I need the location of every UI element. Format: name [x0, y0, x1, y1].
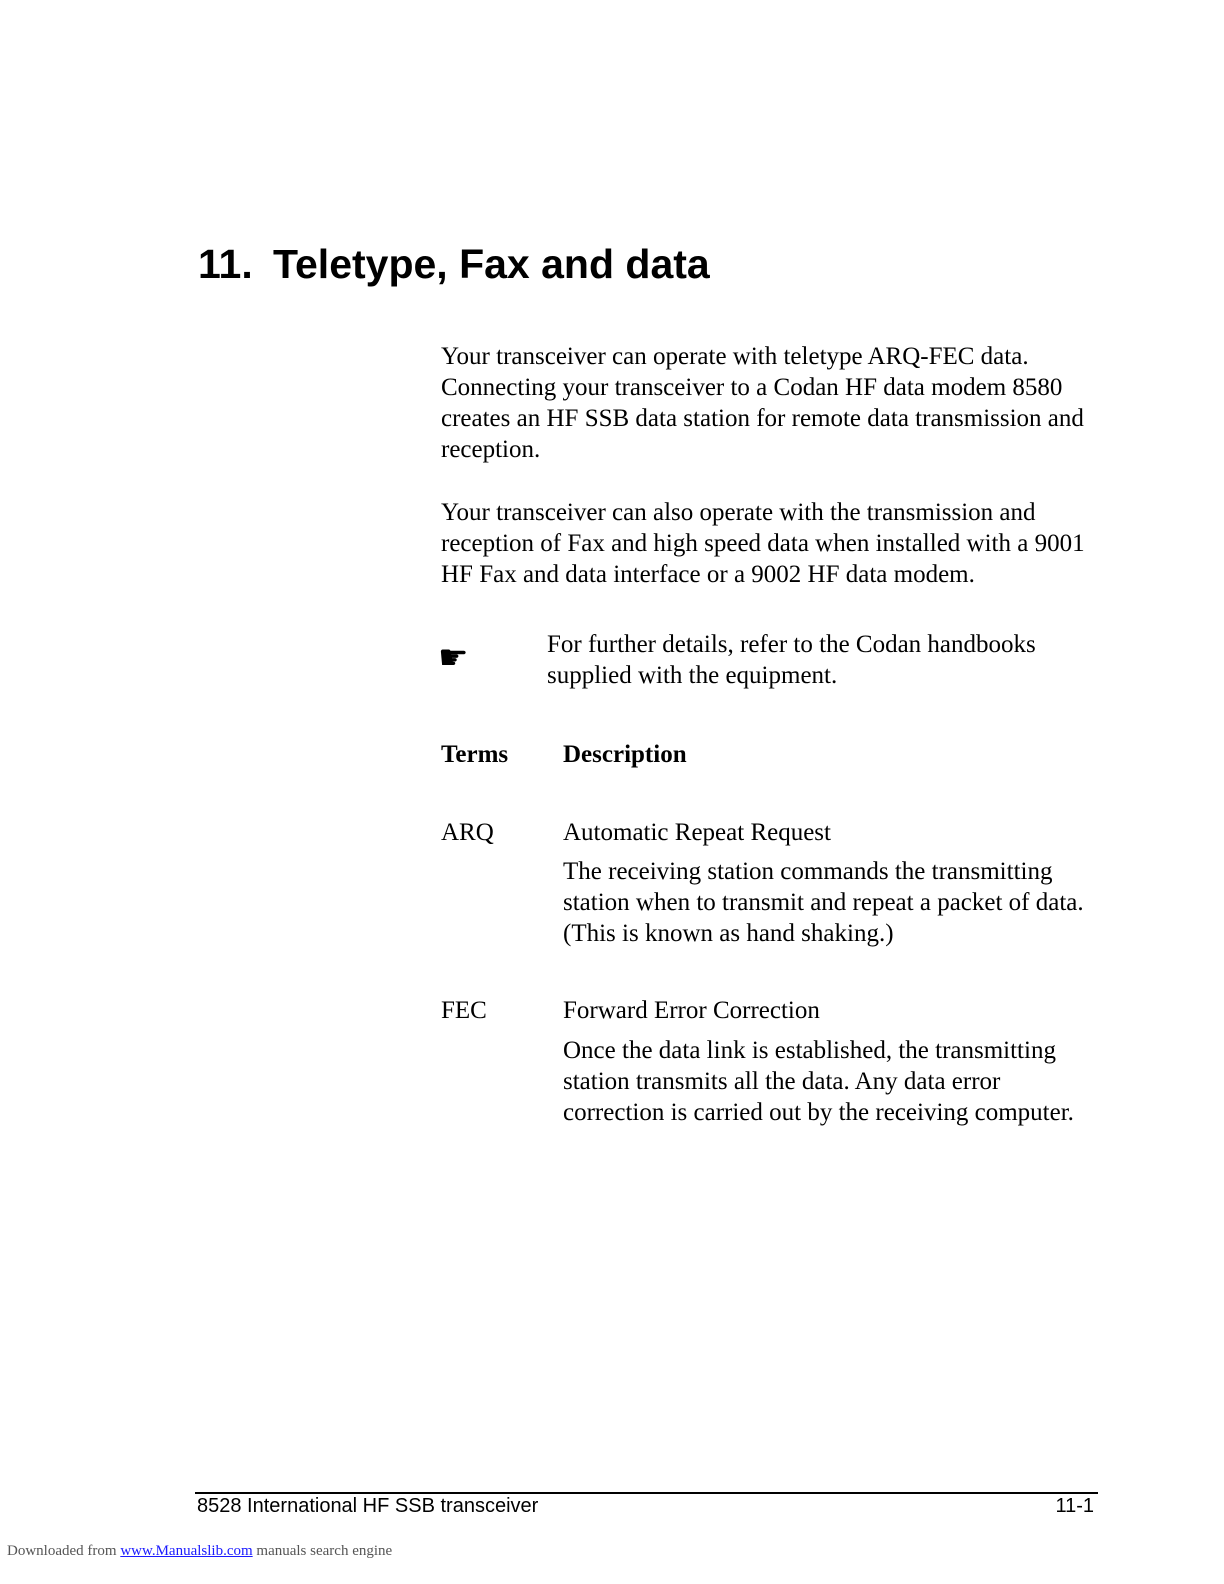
footer-page-number: 11-1: [1055, 1495, 1094, 1517]
fax-paragraph: Your transceiver can also operate with the transmission and reception of Fax and high speed data when installed with a 9001 HF Fax and data interface or a 9002 HF data modem.: [441, 499, 1085, 588]
chapter-title: [198, 236, 710, 292]
definition-text-arq: The receiving station commands the transmitting station when to transmit and repeat a packet of data. (This is known as hand shaking.): [563, 858, 1084, 947]
term-arq: ARQ: [441, 819, 494, 846]
pointing-hand-icon: ☛: [438, 638, 469, 678]
term-fec: FEC: [441, 997, 487, 1024]
definition-title-arq: Automatic Repeat Request: [563, 819, 831, 846]
definition-text-fec: Once the data link is established, the transmitting station transmits all the data. Any data error correction is carried out by the receiving computer.: [563, 1037, 1074, 1126]
chapter-number: 11.: [198, 241, 253, 287]
footer-manual-title: 8528 International HF SSB transceiver: [197, 1495, 539, 1517]
description-column-header: Description: [563, 741, 687, 768]
download-prefix: Downloaded from: [7, 1543, 121, 1559]
chapter-title-text: Teletype, Fax and data: [273, 241, 710, 287]
definition-title-fec: Forward Error Correction: [563, 997, 820, 1024]
terms-column-header: Terms: [441, 741, 509, 768]
note-text: For further details, refer to the Codan handbooks supplied with the equipment.: [547, 631, 1036, 689]
download-suffix: manuals search engine: [252, 1543, 393, 1559]
manualslib-link[interactable]: www.Manualslib.com: [120, 1543, 253, 1559]
download-attribution: [7, 1541, 392, 1561]
intro-paragraph: Your transceiver can operate with teletype ARQ-FEC data. Connecting your transceiver to a Codan HF data modem 8580 creates an HF SSB data station for remote data transmission and reception.: [441, 343, 1084, 463]
